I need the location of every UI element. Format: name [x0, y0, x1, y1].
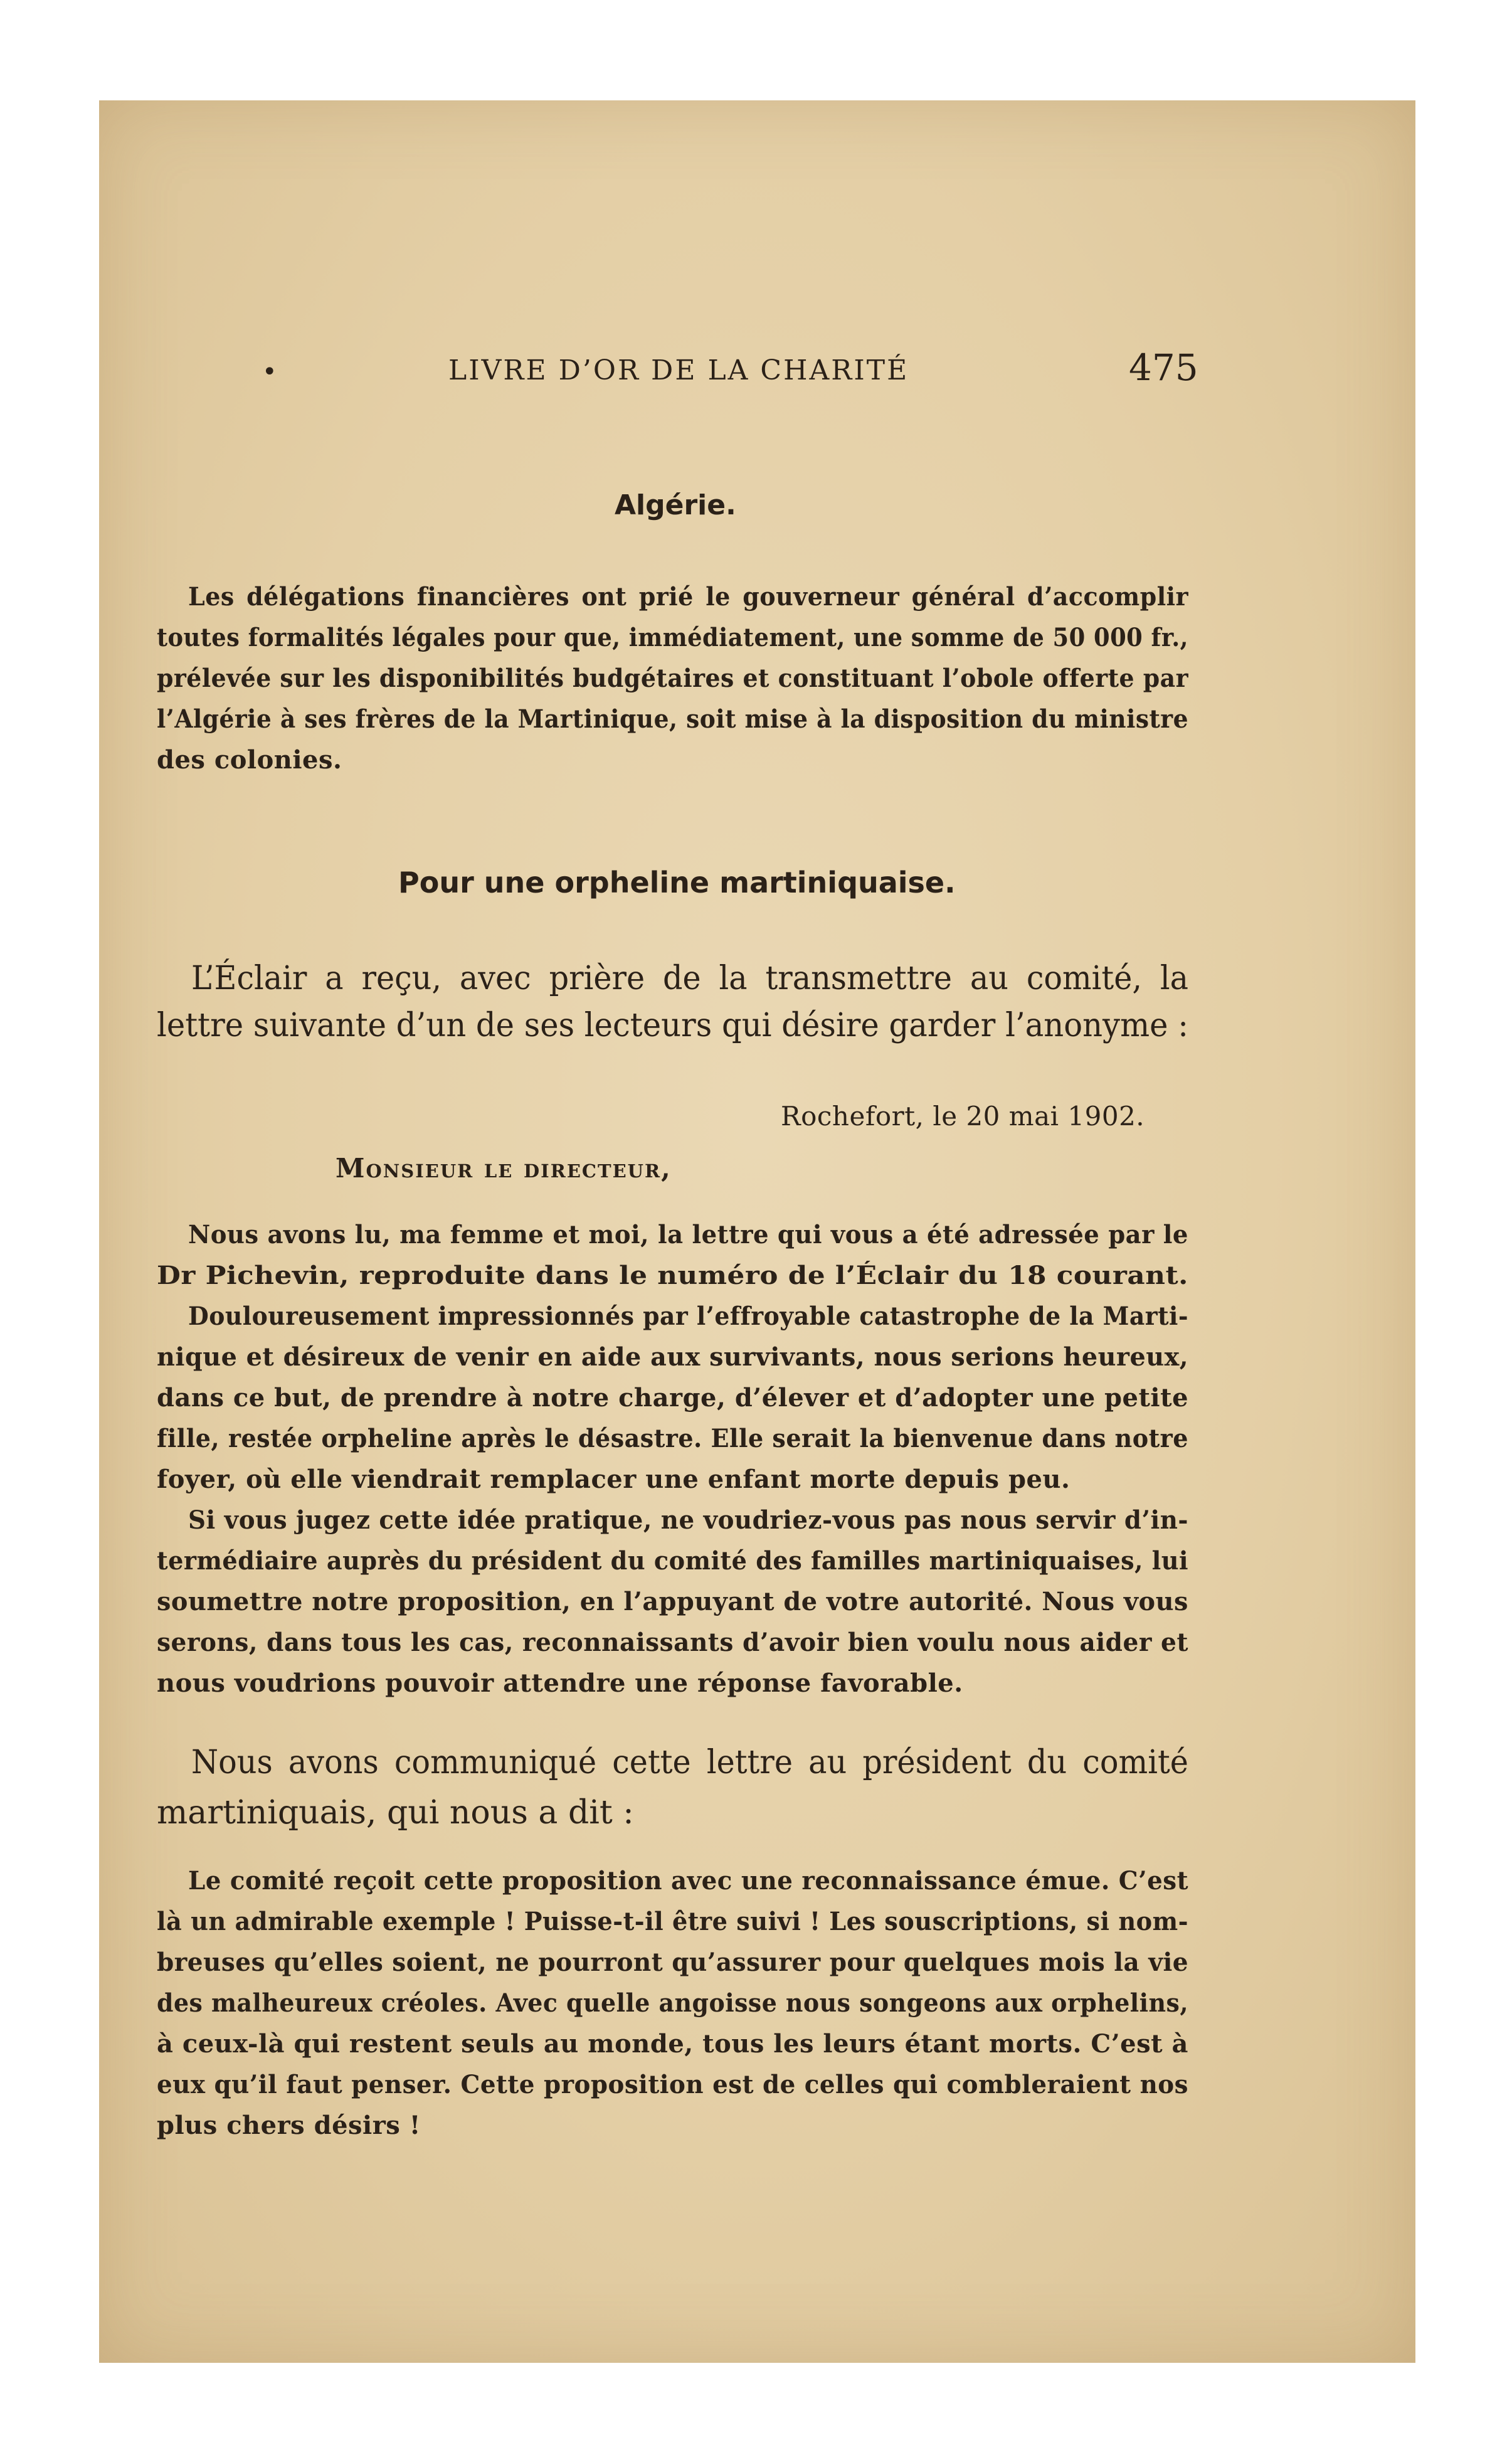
letter-line: foyer, où elle viendrait remplacer une enfant morte depuis peu.: [157, 1465, 1071, 1494]
letter-line: fille, restée orpheline après le désastre. Elle serait la bienvenue dans notre: [157, 1424, 1188, 1453]
algerie-line: Les délégations financières ont prié le gouverneur général d’accomplir: [188, 582, 1189, 612]
reply-line: eux qu’il faut penser. Cette proposition est de celles qui combleraient nos: [157, 2070, 1188, 2099]
reply-line: là un admirable exemple ! Puisse-t-il être suivi ! Les souscriptions, si nom-: [157, 1907, 1188, 1936]
transition-line: martiniquais, qui nous a dit :: [157, 1794, 634, 1832]
letter-line: termédiaire auprès du président du comité des familles martiniquaises, lui: [157, 1546, 1188, 1576]
letter-line: Nous avons lu, ma femme et moi, la lettre qui vous a été adressée par le: [188, 1220, 1188, 1249]
salutation: Monsieur le directeur,: [336, 1153, 672, 1184]
letter-line: Douloureusement impressionnés par l’effroyable catastrophe de la Marti-: [188, 1302, 1189, 1331]
reply-line: plus chers désirs !: [157, 2111, 421, 2140]
letter-line: soumettre notre proposition, en l’appuyant de votre autorité. Nous vous: [157, 1587, 1188, 1616]
reply-line: breuses qu’elles soient, ne pourront qu’assurer pour quelques mois la vie: [157, 1948, 1189, 1977]
reply-line: à ceux-là qui restent seuls au monde, tous les leurs étant morts. C’est à: [157, 2029, 1188, 2059]
letter-line: nique et désireux de venir en aide aux survivants, nous serions heureux,: [157, 1342, 1189, 1372]
intro-line: L’Éclair a reçu, avec prière de la transmettre au comité, la: [191, 960, 1188, 997]
letter-line: Dr Pichevin, reproduite dans le numéro de l’Éclair du 18 courant.: [157, 1261, 1188, 1290]
reply-line: des malheureux créoles. Avec quelle angoisse nous songeons aux orphelins,: [157, 1988, 1188, 2018]
algerie-line: l’Algérie à ses frères de la Martinique, soit mise à la disposition du ministre: [157, 704, 1188, 734]
letter-line: Si vous jugez cette idée pratique, ne voudriez-vous pas nous servir d’in-: [188, 1505, 1188, 1535]
dateline: Rochefort, le 20 mai 1902.: [781, 1101, 1145, 1132]
running-title: LIVRE D’OR DE LA CHARITÉ: [448, 354, 909, 386]
intro-line: lettre suivante d’un de ses lecteurs qui désire garder l’anonyme :: [157, 1007, 1188, 1044]
letter-line: nous voudrions pouvoir attendre une réponse favorable.: [157, 1668, 963, 1698]
header-bullet: •: [262, 358, 277, 386]
heading-algerie: Algérie.: [615, 489, 736, 521]
algerie-line: toutes formalités légales pour que, immédiatement, une somme de 50 000 fr.,: [157, 623, 1188, 652]
page-number: 475: [1129, 346, 1198, 389]
algerie-line: prélevée sur les disponibilités budgétaires et constituant l’obole offerte par: [157, 664, 1188, 693]
reply-line: Le comité reçoit cette proposition avec une reconnaissance émue. C’est: [188, 1866, 1189, 1896]
letter-line: serons, dans tous les cas, reconnaissants d’avoir bien voulu nous aider et: [157, 1628, 1188, 1657]
letter-line: dans ce but, de prendre à notre charge, d’élever et d’adopter une petite: [157, 1383, 1189, 1413]
transition-line: Nous avons communiqué cette lettre au président du comité: [191, 1744, 1188, 1781]
heading-orpheline: Pour une orpheline martiniquaise.: [398, 866, 956, 899]
algerie-line: des colonies.: [157, 745, 342, 775]
